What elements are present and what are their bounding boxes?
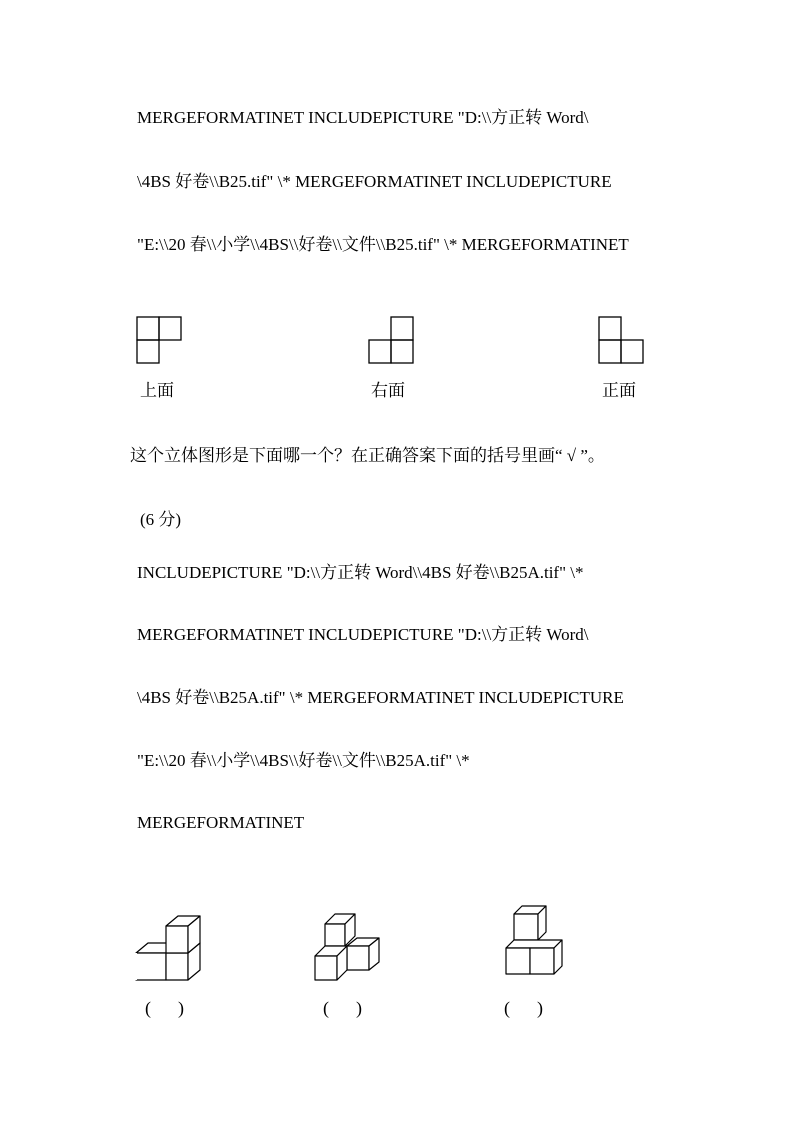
top-view-label: 上面	[140, 381, 174, 401]
field-code-line-3: "E:\\20 春\\小学\\4BS\\好卷\\文件\\B25.tif" \* MERGEFORMATINET	[137, 235, 629, 254]
field-code-line-7: "E:\\20 春\\小学\\4BS\\好卷\\文件\\B25A.tif" \*	[137, 751, 470, 770]
option-a-answer-blank[interactable]: ( )	[145, 998, 184, 1018]
cube-solid-option-b-icon	[313, 910, 385, 985]
option-c-answer-blank[interactable]: ( )	[504, 998, 543, 1018]
front-view-icon	[598, 316, 644, 365]
field-code-line-4: INCLUDEPICTURE "D:\\方正转 Word\\4BS 好卷\\B25A.tif" \*	[137, 563, 584, 582]
question-score: (6 分)	[140, 510, 182, 529]
right-view-icon	[368, 316, 414, 365]
field-code-line-1: MERGEFORMATINET INCLUDEPICTURE "D:\\方正转 Word\	[137, 108, 589, 127]
field-code-line-2: \4BS 好卷\\B25.tif" \* MERGEFORMATINET INCLUDEPICTURE	[137, 172, 612, 191]
cube-solid-option-a-icon	[134, 910, 206, 985]
right-view-label: 右面	[371, 381, 405, 401]
question-text: 这个立体图形是下面哪一个？在正确答案下面的括号里画“ √ ”。	[130, 446, 605, 465]
option-b-answer-blank[interactable]: ( )	[323, 998, 362, 1018]
cube-solid-option-c-icon	[504, 902, 566, 980]
field-code-line-6: \4BS 好卷\\B25A.tif" \* MERGEFORMATINET INCLUDEPICTURE	[137, 688, 624, 707]
field-code-line-8: MERGEFORMATINET	[137, 813, 305, 832]
front-view-label: 正面	[602, 381, 636, 401]
top-view-icon	[136, 316, 182, 365]
field-code-line-5: MERGEFORMATINET INCLUDEPICTURE "D:\\方正转 Word\	[137, 625, 589, 644]
